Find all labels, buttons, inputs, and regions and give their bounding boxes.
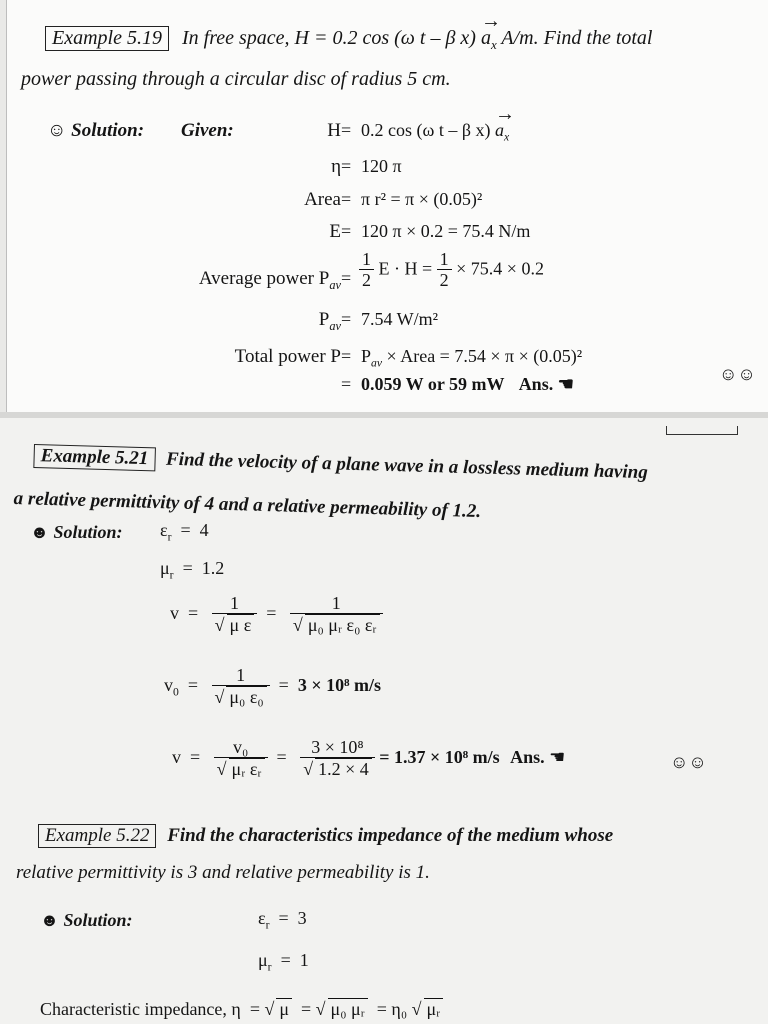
question-line-2: relative permittivity is 3 and relative permeability is 1. <box>16 862 430 883</box>
equals-sign: = <box>341 309 352 329</box>
example-5-19-label: Example 5.19 <box>45 26 169 51</box>
av-sub: av <box>371 356 383 370</box>
ans-label: Ans. <box>510 746 545 767</box>
rhs-e: 120 π × 0.2 = 75.4 N/m <box>361 221 531 241</box>
example-5-21-label: Example 5.21 <box>33 444 155 471</box>
fraction-1-over-sqrt-mu0e0 <box>212 666 270 708</box>
unit-vector <box>495 120 509 144</box>
question-line-1: Find the velocity of a plane wave in a lossless medium having <box>165 448 649 484</box>
equals-sign: = <box>341 346 352 366</box>
page-corner-tab <box>666 426 738 435</box>
numerator: 1 <box>290 594 383 614</box>
fraction-half <box>437 250 452 291</box>
numerator: 3 × 10⁸ <box>300 738 375 758</box>
equals-sign: = <box>341 221 352 241</box>
radicand: μ <box>276 998 292 1020</box>
denominator: √ μ₀ ε₀ <box>212 686 270 708</box>
final-answer <box>361 374 574 395</box>
average-power-label: Average power <box>198 268 315 289</box>
pointing-hand-icon: ☚ <box>549 746 566 767</box>
example-5-22-header <box>38 824 613 848</box>
lhs-h: H <box>327 120 341 141</box>
denominator: √ μ₀ μᵣ ε₀ εᵣ <box>290 614 383 636</box>
r-sub: r <box>265 918 270 932</box>
eps-r-row: $\varepsilon_r = 3$ <box>258 908 307 932</box>
rhs-h-text: 0.2 cos (ω t – β x) <box>361 120 491 140</box>
given-label: Given: <box>181 120 234 141</box>
av-sub: av <box>329 277 341 292</box>
question-line-1 <box>181 27 653 52</box>
epsilon-symbol: ε <box>258 908 266 928</box>
question-line-2: power passing through a circular disc of radius 5 cm. <box>21 68 451 90</box>
denominator: 2 <box>439 269 449 290</box>
smiley-icon: ☻ <box>40 910 59 930</box>
impedance-eq: Characteristic impedance, η = √ μ = √ μ₀ μᵣ = η₀ √ μᵣ <box>40 998 443 1020</box>
fraction-half <box>359 250 374 291</box>
radicand: μ ε <box>227 614 255 636</box>
r-sub: r <box>169 568 174 582</box>
solution-heading <box>30 522 122 543</box>
av-sub: av <box>329 318 341 333</box>
denominator: √ μ ε <box>212 614 258 636</box>
radicand: 1.2 × 4 <box>315 758 372 780</box>
equals-sign: = <box>341 268 352 288</box>
solution-label: Solution: <box>63 910 133 930</box>
r-sub: r <box>167 530 172 544</box>
denominator: √ 1.2 × 4 <box>300 758 375 780</box>
rhs-product: × 75.4 × 0.2 <box>456 258 544 279</box>
example-5-22-label: Example 5.22 <box>38 824 156 848</box>
rhs-average-power <box>359 250 544 291</box>
unit-vector-sub: x <box>490 37 497 52</box>
unit-vector-sub: x <box>504 130 510 144</box>
rhs-h <box>361 120 509 144</box>
lhs-e: E <box>329 221 341 242</box>
equals-sign: = <box>341 374 352 394</box>
velocity-eq-1: v = $\frac{1}{\text{√ μ ε}}$ = $\frac{1}{\text{√ μ₀ μᵣ ε₀ εᵣ}}$ <box>170 594 383 636</box>
impedance-label: Characteristic impedance, η <box>40 999 241 1019</box>
radicand: μᵣ <box>424 998 444 1020</box>
numerator: 1 <box>212 666 270 686</box>
double-smiley-icon: ☺☺ <box>719 364 756 384</box>
velocity-eq-3: v = $\frac{\text{v₀}}{\text{√ μᵣ εᵣ}}$ = $\frac{\text{3 × 10⁸}}{√ 1.2 \times 4}$ = 1.37 × 10⁸ m/s Ans. ☚ <box>172 737 566 779</box>
fraction-c-over-sqrt <box>300 738 375 780</box>
velocity-eq-2: $v_0$ = $\frac{1}{\text{√ μ₀ ε₀}}$ = 3 × 10⁸ m/s <box>164 665 381 707</box>
speed-of-light: 3 × 10⁸ m/s <box>297 674 381 695</box>
fraction-v0-over-sqrt <box>214 738 268 780</box>
rhs-total-power <box>361 346 582 370</box>
solution-label: Solution: <box>53 522 123 542</box>
eps-r-row: $\varepsilon_r = 4$ <box>160 520 209 544</box>
question-line-1: Find the characteristics impedance of the medium whose <box>167 825 614 846</box>
question-line-2: a relative permittivity of 4 and a relative permeability of 1.2. <box>13 488 482 523</box>
ans-label: Ans. <box>518 374 554 394</box>
eps-r-value: 3 <box>297 908 307 928</box>
v-symbol: v <box>164 674 173 695</box>
solution-heading <box>47 120 144 142</box>
mu-symbol: μ <box>160 558 170 578</box>
r-sub: r <box>267 960 272 974</box>
radicand: μ₀ μᵣ <box>328 998 368 1020</box>
final-answer-value: 0.059 W or 59 mW <box>361 374 505 394</box>
unit-vector-a: a <box>480 27 491 49</box>
example-5-19-header <box>45 26 652 53</box>
unit-vector-a: a <box>495 120 504 140</box>
rhs-eta: 120 π <box>361 156 402 176</box>
rhs-area: π r² = π × (0.05)² <box>361 189 483 209</box>
eps-r-value: 4 <box>199 520 209 540</box>
p-symbol: P <box>318 268 330 289</box>
denominator: √ μᵣ εᵣ <box>214 758 268 780</box>
solution-heading <box>40 910 132 931</box>
p-symbol: P <box>361 346 372 366</box>
numerator: 1 <box>437 250 452 270</box>
equals-sign: = <box>341 120 352 140</box>
lhs-total-power: Total power P <box>234 346 341 367</box>
question-text-unit: A/m. Find the total <box>501 27 653 49</box>
numerator: v₀ <box>214 738 268 758</box>
solution-label: Solution: <box>71 120 145 141</box>
smiley-icon: ☺ <box>47 120 67 141</box>
lhs-pav <box>319 309 341 334</box>
lhs-average-power <box>199 268 341 293</box>
rhs-eh: E · H = <box>378 258 433 279</box>
v-symbol: v <box>172 746 181 767</box>
rhs-total-text: × Area = 7.54 × π × (0.05)² <box>386 346 583 366</box>
radicand: μᵣ εᵣ <box>229 758 265 780</box>
page-top <box>6 0 768 414</box>
mu-r-value: 1.2 <box>201 558 225 578</box>
velocity-result: = 1.37 × 10⁸ m/s <box>379 746 500 767</box>
v-symbol: v <box>170 602 179 623</box>
epsilon-symbol: ε <box>160 520 168 540</box>
fraction-1-over-sqrt-mueps <box>212 594 258 636</box>
radicand: μ₀ μᵣ ε₀ εᵣ <box>305 614 380 636</box>
eta0-symbol: η₀ <box>391 999 408 1019</box>
lhs-eta: η <box>331 156 341 177</box>
pointing-hand-icon: ☚ <box>557 374 574 394</box>
equals-sign: = <box>341 156 352 176</box>
radicand: μ₀ ε₀ <box>226 686 266 708</box>
denominator: 2 <box>362 269 371 290</box>
numerator: 1 <box>359 250 374 270</box>
unit-vector <box>481 27 497 53</box>
page-bottom <box>0 418 768 1024</box>
double-smiley-icon: ☺☺ <box>670 752 707 772</box>
numerator: 1 <box>212 594 258 614</box>
mu-r-value: 1 <box>299 950 309 970</box>
mu-symbol: μ <box>258 950 268 970</box>
mu-r-row: $\mu_r = 1.2$ <box>160 558 225 582</box>
smiley-icon: ☻ <box>30 522 49 542</box>
question-text-1: In free space, H = 0.2 cos (ω t – β x) <box>181 27 476 49</box>
equals-sign: = <box>341 189 352 209</box>
fraction-1-over-sqrt-full <box>290 594 383 636</box>
example-5-21-header <box>33 444 648 485</box>
rhs-pav: 7.54 W/m² <box>361 309 439 329</box>
p-symbol: P <box>318 309 330 330</box>
lhs-area: Area <box>304 189 341 210</box>
mu-r-row: $\mu_r = 1$ <box>258 950 309 974</box>
